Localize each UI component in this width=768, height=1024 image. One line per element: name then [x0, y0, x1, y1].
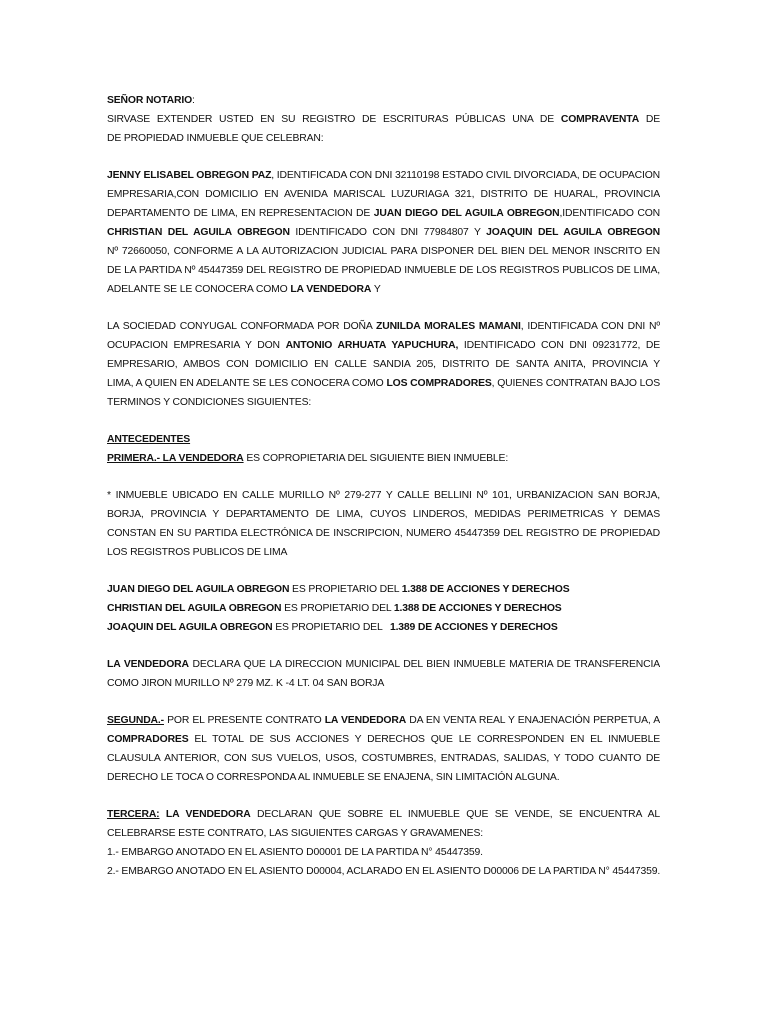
ownership-text: ES PROPIETARIO DEL: [281, 603, 394, 614]
la-vendedora-term: LA VENDEDORA: [159, 809, 251, 820]
buyer-line-4: [107, 374, 660, 393]
ownership-share: 1.388 DE ACCIONES Y DERECHOS: [393, 603, 562, 614]
declaration-text: DECLARA QUE LA DIRECCION MUNICIPAL DEL BIEN INMUEBLE MATERIA DE TRANSFERENCIA: [192, 659, 660, 670]
tercera-line-1: [107, 805, 660, 824]
ownership-line-3: [107, 618, 660, 637]
clause-label-segunda: SEGUNDA.-: [107, 715, 164, 726]
seller-text: , IDENTIFICADA CON DNI 32110198 ESTADO CIVIL DIVORCIADA, DE OCUPACION: [271, 170, 660, 181]
intro-text: DE: [645, 114, 660, 125]
buyer-text: IDENTIFICADO CON DNI 09231772, DE: [463, 340, 660, 351]
salutation: SEÑOR NOTARIO: [107, 95, 193, 106]
minor-name: CHRISTIAN DEL AGUILA OBREGON: [107, 227, 290, 238]
ownership-line-1: [107, 580, 660, 599]
buyer-text: OCUPACION EMPRESARIA Y DON: [107, 340, 286, 351]
encumbrance-item-1: 1.- EMBARGO ANOTADO EN EL ASIENTO D00001 DE LA PARTIDA N° 45447359.: [107, 847, 483, 858]
intro-text: SIRVASE EXTENDER USTED EN SU REGISTRO DE ESCRITURAS PÚBLICAS UNA DE: [107, 114, 561, 125]
salutation-line: [107, 91, 660, 110]
intro-line-2: DE PROPIEDAD INMUEBLE QUE CELEBRAN:: [107, 133, 324, 144]
clause-text: ES COPROPIETARIA DEL SIGUIENTE BIEN INMUEBLE:: [243, 453, 509, 464]
clause-label-primera: PRIMERA.- LA VENDEDORA: [107, 453, 244, 464]
minor-name: JOAQUIN DEL AGUILA OBREGON: [486, 227, 660, 238]
intro-line-1: [107, 110, 660, 129]
buyer-line-5: TERMINOS Y CONDICIONES SIGUIENTES:: [107, 397, 312, 408]
clause-text: EL TOTAL DE SUS ACCIONES Y DERECHOS QUE LE CORRESPONDEN EN EL INMUEBLE: [194, 734, 660, 745]
la-vendedora-term: LA VENDEDORA: [324, 715, 407, 726]
ownership-text: ES PROPIETARIO DEL: [272, 622, 385, 633]
seller-name: JENNY ELISABEL OBREGON PAZ: [107, 170, 272, 181]
salutation-colon: :: [192, 95, 195, 106]
buyer-text: , IDENTIFICADA CON DNI Nº: [520, 321, 660, 332]
buyer-text: LIMA, A QUIEN EN ADELANTE SE LES CONOCERA COMO: [107, 378, 387, 389]
clause-label-tercera: TERCERA:: [107, 809, 160, 820]
buyer-text: LA SOCIEDAD CONYUGAL CONFORMADA POR DOÑA: [107, 321, 377, 332]
ownership-share: 1.389 DE ACCIONES Y DERECHOS: [389, 622, 558, 633]
seller-line-7: [107, 280, 660, 299]
ownership-line-2: [107, 599, 660, 618]
antecedentes-heading: [107, 430, 660, 449]
declaration-line-2: COMO JIRON MURILLO Nº 279 MZ. K -4 LT. 04 SAN BORJA: [107, 678, 385, 689]
seller-line-5: Nº 72660050, CONFORME A LA AUTORIZACION JUDICIAL PARA DISPONER DEL BIEN DEL MENOR INSCRITO EN: [107, 246, 660, 257]
clause-text: DA EN VENTA REAL Y ENAJENACIÓN PERPETUA, A: [409, 715, 660, 726]
segunda-line-3: CLAUSULA ANTERIOR, CON SUS VUELOS, USOS, COSTUMBRES, ENTRADAS, SALIDAS, Y TODO CUANTO DE: [107, 753, 660, 764]
buyer-line-2: [107, 336, 660, 355]
los-compradores-term: LOS COMPRADORES: [386, 378, 492, 389]
seller-text: IDENTIFICADO CON DNI 77984807 Y: [289, 227, 487, 238]
compraventa-term: COMPRAVENTA: [560, 114, 640, 125]
seller-line-2: EMPRESARIA,CON DOMICILIO EN AVENIDA MARISCAL LUZURIAGA 321, DISTRITO DE HUARAL, PROVINCIA: [107, 189, 660, 200]
clause-text: DECLARAN QUE SOBRE EL INMUEBLE QUE SE VENDE, SE ENCUENTRA AL: [257, 809, 660, 820]
clause-text: POR EL PRESENTE CONTRATO: [163, 715, 325, 726]
buyer-name: ANTONIO ARHUATA YAPUCHURA,: [285, 340, 459, 351]
primera-line: [107, 449, 660, 468]
buyer-text: , QUIENES CONTRATAN BAJO LOS: [491, 378, 660, 389]
section-heading: ANTECEDENTES: [107, 434, 191, 445]
owner-name: JOAQUIN DEL AGUILA OBREGON: [107, 622, 273, 633]
los-compradores-term: COMPRADORES: [107, 734, 189, 745]
seller-text: DEPARTAMENTO DE LIMA, EN REPRESENTACION DE: [107, 208, 374, 219]
buyer-line-3: EMPRESARIO, AMBOS CON DOMICILIO EN CALLE SANDIA 205, DISTRITO DE SANTA ANITA, PROVINCIA Y: [107, 359, 660, 370]
property-line-4: LOS REGISTROS PUBLICOS DE LIMA: [107, 547, 288, 558]
segunda-line-2: [107, 730, 660, 749]
seller-line-6: DE LA PARTIDA Nº 45447359 DEL REGISTRO DE PROPIEDAD INMUEBLE DE LOS REGISTROS PUBLICOS DE LIMA,: [107, 265, 660, 276]
ownership-share: 1.388 DE ACCIONES Y DERECHOS: [401, 584, 570, 595]
segunda-line-4: DERECHO LE TOCA O CORRESPONDA AL INMUEBLE SE ENAJENA, SIN LIMITACIÓN ALGUNA.: [107, 772, 560, 783]
property-line-2: BORJA, PROVINCIA Y DEPARTAMENTO DE LIMA, CUYOS LINDEROS, MEDIDAS PERIMETRICAS Y DEMAS: [107, 509, 660, 520]
seller-text: ,IDENTIFICADO CON: [559, 208, 660, 219]
la-vendedora-term: LA VENDEDORA: [107, 659, 189, 670]
segunda-line-1: [107, 711, 660, 730]
minor-name: JUAN DIEGO DEL AGUILA OBREGON: [373, 208, 560, 219]
buyer-line-1: [107, 317, 660, 336]
buyer-name: ZUNILDA MORALES MAMANI: [376, 321, 521, 332]
la-vendedora-term: LA VENDEDORA: [290, 284, 372, 295]
encumbrance-item-2: 2.- EMBARGO ANOTADO EN EL ASIENTO D00004, ACLARADO EN EL ASIENTO D00006 DE LA PARTIDA N° 45447359.: [107, 866, 661, 877]
seller-line-1: [107, 166, 660, 185]
seller-line-3: [107, 204, 660, 223]
seller-text: Y: [371, 284, 381, 295]
seller-text: ADELANTE SE LE CONOCERA COMO: [107, 284, 291, 295]
ownership-text: ES PROPIETARIO DEL: [289, 584, 402, 595]
property-line-1: * INMUEBLE UBICADO EN CALLE MURILLO Nº 279-277 Y CALLE BELLINI Nº 101, URBANIZACION SAN BORJA,: [107, 490, 660, 501]
property-line-3: CONSTAN EN SU PARTIDA ELECTRÓNICA DE INSCRIPCION, NUMERO 45447359 DEL REGISTRO DE PROPIEDAD: [107, 528, 660, 539]
tercera-line-2: CELEBRARSE ESTE CONTRATO, LAS SIGUIENTES CARGAS Y GRAVAMENES:: [107, 828, 483, 839]
owner-name: JUAN DIEGO DEL AGUILA OBREGON: [107, 584, 290, 595]
declaration-line-1: [107, 655, 660, 674]
owner-name: CHRISTIAN DEL AGUILA OBREGON: [107, 603, 282, 614]
seller-line-4: [107, 223, 660, 242]
